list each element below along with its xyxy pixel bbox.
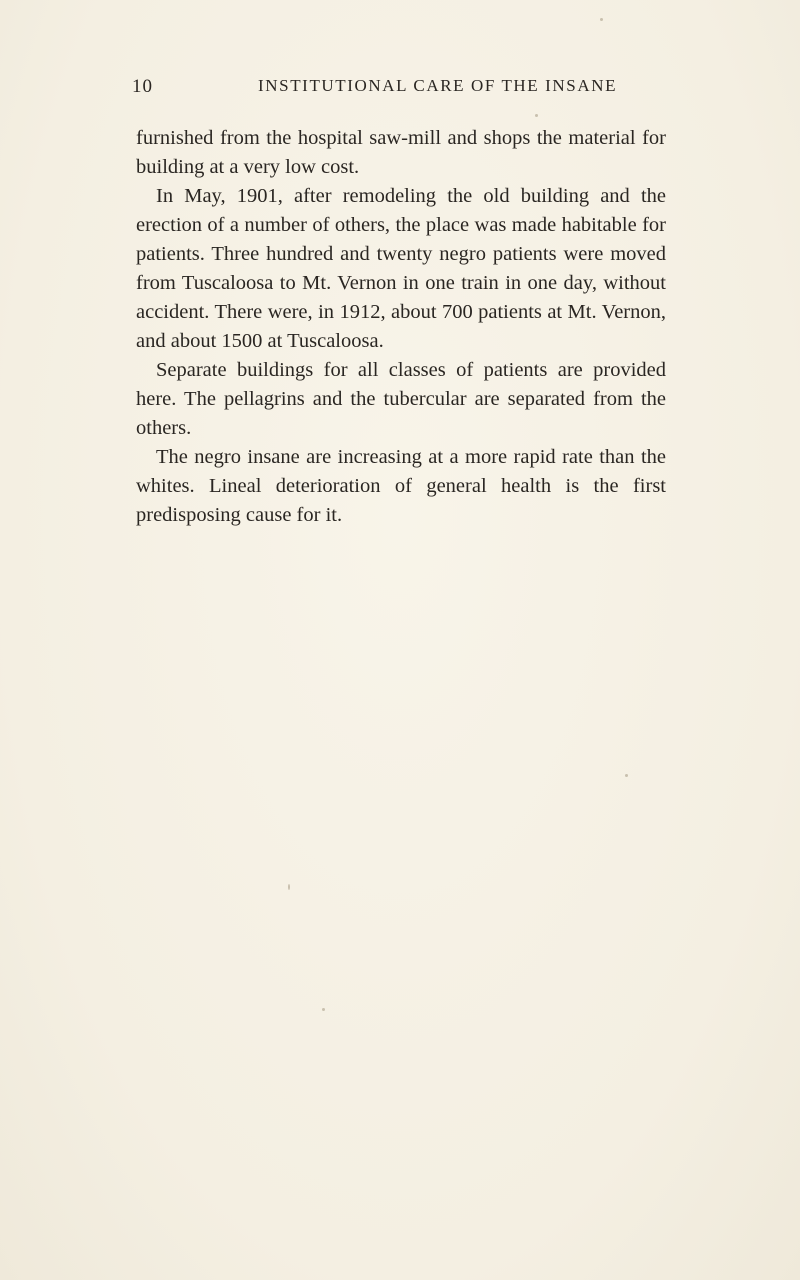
paragraph-continuation: furnished from the hospital saw-mill and shops the material for building at a very low cost. [136,127,666,178]
paper-speck [322,1008,325,1011]
paper-speck [288,884,290,890]
body-text [136,124,666,530]
paragraph-increase-cause: The negro insane are increasing at a more rapid rate than the whites. Lineal deterioration of general health is the first predisposing cause for it. [136,446,666,526]
paragraph-relocation: In May, 1901, after remodeling the old building and the erection of a number of others, the place was made habitable for patients. Three hundred and twenty negro patients were moved from Tuscaloosa to Mt. Vernon in one train in one day, without accident. There were, in 1912, about 700 patients at Mt. Vernon, and about 1500 at Tuscaloosa. [136,185,666,352]
paper-speck [600,18,603,21]
paper-speck [535,114,538,117]
running-head [132,76,652,106]
paragraph-separate-buildings: Separate buildings for all classes of patients are provided here. The pellagrins and the tubercular are separated from the others. [136,359,666,439]
paper-speck [625,774,628,777]
running-title: INSTITUTIONAL CARE OF THE INSANE [258,76,618,95]
page-number: 10 [132,76,153,97]
